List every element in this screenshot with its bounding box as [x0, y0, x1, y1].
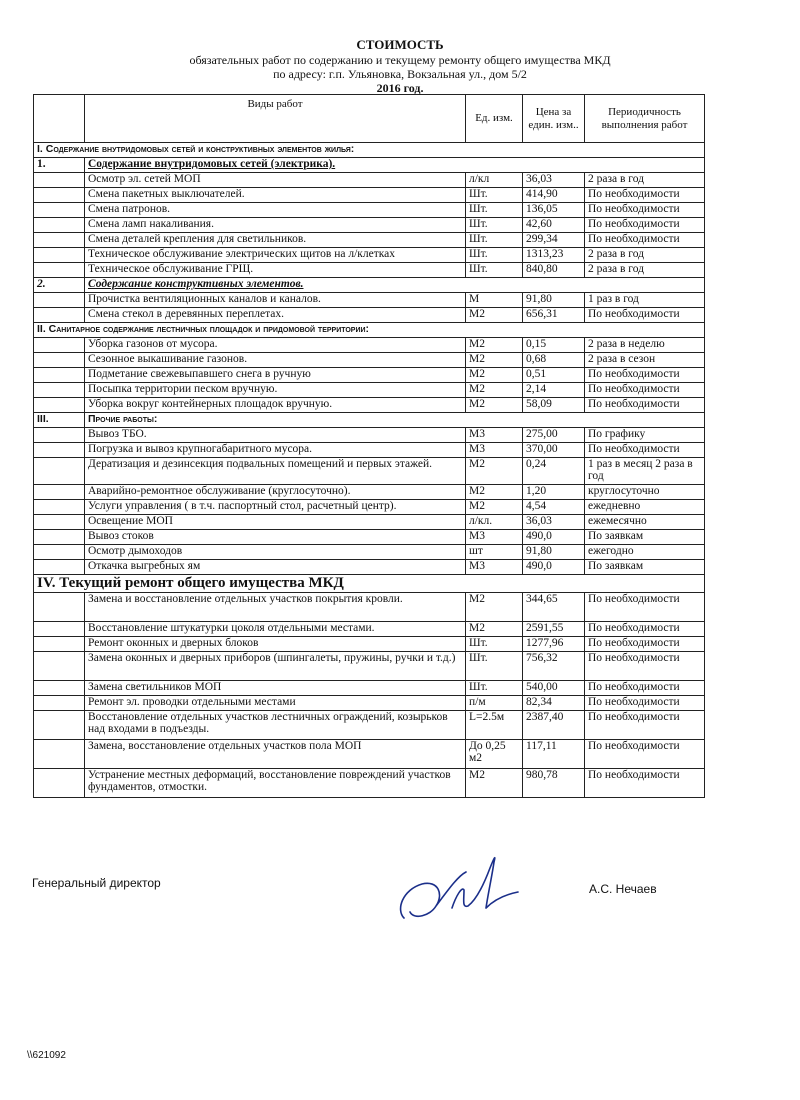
table-row: [34, 622, 705, 637]
row-price: 299,34: [523, 233, 585, 248]
row-unit: шт: [466, 545, 523, 560]
table-row: [34, 740, 705, 769]
table-row: [34, 443, 705, 458]
row-number: [34, 428, 85, 443]
table-row: [34, 233, 705, 248]
row-number: [34, 560, 85, 575]
row-work: Техническое обслуживание ГРЩ.: [85, 263, 466, 278]
row-number: [34, 711, 85, 740]
row-number: [34, 458, 85, 485]
row-work: Восстановление отдельных участков лестничных ограждений, козырьков над входами в подъезды.: [85, 711, 466, 740]
row-unit: М: [466, 293, 523, 308]
row-work: Подметание свежевыпавшего снега в ручную: [85, 368, 466, 383]
row-work: Прочистка вентиляционных каналов и каналов.: [85, 293, 466, 308]
row-price: 117,11: [523, 740, 585, 769]
row-price: 344,65: [523, 593, 585, 622]
row-number: [34, 696, 85, 711]
signatory-name: А.С. Нечаев: [589, 882, 657, 896]
row-period: По необходимости: [585, 637, 705, 652]
row-unit: М2: [466, 593, 523, 622]
row-work: Замена светильников МОП: [85, 681, 466, 696]
row-period: По необходимости: [585, 203, 705, 218]
subsection-row: [34, 278, 705, 293]
handwritten-signature-icon: [392, 850, 532, 930]
row-work: Техническое обслуживание электрических щитов на л/клетках: [85, 248, 466, 263]
row-work: Осмотр дымоходов: [85, 545, 466, 560]
col-header-unit: Ед. изм.: [466, 95, 523, 143]
table-row: [34, 530, 705, 545]
row-price: 2,14: [523, 383, 585, 398]
row-number: [34, 769, 85, 798]
table-row: [34, 637, 705, 652]
row-price: 1277,96: [523, 637, 585, 652]
row-number: [34, 515, 85, 530]
row-period: По необходимости: [585, 769, 705, 798]
table-row: [34, 458, 705, 485]
row-unit: л/кл.: [466, 515, 523, 530]
row-unit: Шт.: [466, 652, 523, 681]
group-structural: [34, 293, 705, 323]
row-unit: М2: [466, 458, 523, 485]
row-work: Смена стекол в деревянных переплетах.: [85, 308, 466, 323]
col-header-work: Виды работ: [85, 95, 466, 143]
row-unit: Шт.: [466, 681, 523, 696]
row-period: По заявкам: [585, 530, 705, 545]
row-unit: L=2.5м: [466, 711, 523, 740]
subsection-number: 2.: [34, 278, 85, 293]
row-period: По необходимости: [585, 711, 705, 740]
row-period: По необходимости: [585, 383, 705, 398]
row-number: [34, 368, 85, 383]
row-number: [34, 398, 85, 413]
row-unit: М3: [466, 530, 523, 545]
row-unit: л/кл: [466, 173, 523, 188]
section-row: [34, 575, 705, 593]
row-work: Аварийно-ремонтное обслуживание (круглосуточно).: [85, 485, 466, 500]
row-unit: М2: [466, 398, 523, 413]
group-repair: [34, 593, 705, 798]
row-unit: п/м: [466, 696, 523, 711]
table-row: [34, 263, 705, 278]
table-row: [34, 500, 705, 515]
row-price: 91,80: [523, 293, 585, 308]
row-period: По графику: [585, 428, 705, 443]
row-price: 82,34: [523, 696, 585, 711]
table-row: [34, 593, 705, 622]
section-title: IV. Текущий ремонт общего имущества МКД: [34, 575, 705, 593]
section-number: III.: [34, 413, 85, 428]
row-number: [34, 173, 85, 188]
table-row: [34, 218, 705, 233]
row-unit: Шт.: [466, 203, 523, 218]
row-price: 490,0: [523, 560, 585, 575]
col-header-num: [34, 95, 85, 143]
table-row: [34, 696, 705, 711]
row-number: [34, 740, 85, 769]
row-unit: М2: [466, 353, 523, 368]
row-price: 980,78: [523, 769, 585, 798]
row-work: Вывоз ТБО.: [85, 428, 466, 443]
row-period: По необходимости: [585, 218, 705, 233]
row-period: 2 раза в год: [585, 248, 705, 263]
row-period: По необходимости: [585, 398, 705, 413]
row-price: 4,54: [523, 500, 585, 515]
table-row: [34, 398, 705, 413]
table-row: [34, 485, 705, 500]
row-price: 36,03: [523, 173, 585, 188]
row-price: 656,31: [523, 308, 585, 323]
row-work: Услуги управления ( в т.ч. паспортный стол, расчетный центр).: [85, 500, 466, 515]
row-period: 1 раз в год: [585, 293, 705, 308]
row-work: Ремонт оконных и дверных блоков: [85, 637, 466, 652]
row-unit: До 0,25 м2: [466, 740, 523, 769]
row-price: 2591,55: [523, 622, 585, 637]
section-title: Прочие работы:: [85, 413, 705, 428]
group-sanitary: [34, 338, 705, 413]
row-price: 490,0: [523, 530, 585, 545]
row-number: [34, 500, 85, 515]
row-price: 1,20: [523, 485, 585, 500]
row-price: 0,15: [523, 338, 585, 353]
table-row: [34, 711, 705, 740]
table-row: [34, 652, 705, 681]
table-row: [34, 353, 705, 368]
row-price: 756,32: [523, 652, 585, 681]
row-price: 91,80: [523, 545, 585, 560]
subsection-number: 1.: [34, 158, 85, 173]
row-number: [34, 308, 85, 323]
row-work: Сезонное выкашивание газонов.: [85, 353, 466, 368]
row-number: [34, 652, 85, 681]
row-number: [34, 443, 85, 458]
row-number: [34, 530, 85, 545]
row-period: По необходимости: [585, 622, 705, 637]
row-number: [34, 248, 85, 263]
row-work: Замена и восстановление отдельных участков покрытия кровли.: [85, 593, 466, 622]
table-row: [34, 188, 705, 203]
row-unit: М2: [466, 485, 523, 500]
row-period: По необходимости: [585, 308, 705, 323]
document-year: 2016 год.: [376, 81, 424, 95]
row-work: Погрузка и вывоз крупногабаритного мусора.: [85, 443, 466, 458]
row-period: 2 раза в год: [585, 173, 705, 188]
subsection-title: Содержание конструктивных элементов.: [85, 278, 705, 293]
row-price: 0,24: [523, 458, 585, 485]
row-number: [34, 188, 85, 203]
row-number: [34, 338, 85, 353]
table-row: [34, 515, 705, 530]
row-work: Уборка газонов от мусора.: [85, 338, 466, 353]
row-period: По необходимости: [585, 188, 705, 203]
row-work: Дератизация и дезинсекция подвальных помещений и первых этажей.: [85, 458, 466, 485]
row-period: 2 раза в сезон: [585, 353, 705, 368]
row-price: 1313,23: [523, 248, 585, 263]
row-unit: М2: [466, 769, 523, 798]
row-unit: М2: [466, 308, 523, 323]
row-unit: Шт.: [466, 263, 523, 278]
row-period: По необходимости: [585, 696, 705, 711]
row-number: [34, 293, 85, 308]
section-title: I. Содержание внутридомовых сетей и конструктивных элементов жилья:: [34, 143, 705, 158]
row-period: По необходимости: [585, 740, 705, 769]
row-number: [34, 622, 85, 637]
row-unit: М2: [466, 383, 523, 398]
row-price: 275,00: [523, 428, 585, 443]
row-work: Смена деталей крепления для светильников.: [85, 233, 466, 248]
row-number: [34, 545, 85, 560]
row-work: Замена оконных и дверных приборов (шпингалеты, пружины, ручки и т.д.): [85, 652, 466, 681]
document-subtitle: обязательных работ по содержанию и текущему ремонту общего имущества МКД: [189, 53, 611, 67]
row-number: [34, 637, 85, 652]
row-work: Уборка вокруг контейнерных площадок вручную.: [85, 398, 466, 413]
table-row: [34, 769, 705, 798]
row-period: По необходимости: [585, 443, 705, 458]
table-row: [34, 681, 705, 696]
row-work: Смена патронов.: [85, 203, 466, 218]
cost-table: [33, 94, 705, 798]
table-row: [34, 173, 705, 188]
row-unit: Шт.: [466, 233, 523, 248]
row-price: 36,03: [523, 515, 585, 530]
row-period: По необходимости: [585, 593, 705, 622]
table-row: [34, 545, 705, 560]
row-price: 0,51: [523, 368, 585, 383]
row-period: 2 раза в год: [585, 263, 705, 278]
row-unit: М2: [466, 622, 523, 637]
row-unit: Шт.: [466, 248, 523, 263]
row-price: 414,90: [523, 188, 585, 203]
row-work: Посыпка территории песком вручную.: [85, 383, 466, 398]
table-row: [34, 368, 705, 383]
row-price: 2387,40: [523, 711, 585, 740]
row-work: Устранение местных деформаций, восстановление повреждений участков фундаментов, отмостки.: [85, 769, 466, 798]
row-work: Смена ламп накаливания.: [85, 218, 466, 233]
row-number: [34, 218, 85, 233]
row-period: круглосуточно: [585, 485, 705, 500]
row-unit: Шт.: [466, 637, 523, 652]
subsection-row: [34, 158, 705, 173]
row-unit: М2: [466, 368, 523, 383]
row-number: [34, 593, 85, 622]
row-price: 840,80: [523, 263, 585, 278]
row-work: Вывоз стоков: [85, 530, 466, 545]
row-work: Откачка выгребных ям: [85, 560, 466, 575]
row-period: 2 раза в неделю: [585, 338, 705, 353]
row-price: 58,09: [523, 398, 585, 413]
row-price: 540,00: [523, 681, 585, 696]
section-title: II. Санитарное содержание лестничных площадок и придомовой территории:: [34, 323, 705, 338]
table-row: [34, 428, 705, 443]
col-header-price: Цена за един. изм..: [523, 95, 585, 143]
table-row: [34, 248, 705, 263]
row-number: [34, 233, 85, 248]
row-unit: Шт.: [466, 188, 523, 203]
table-row: [34, 338, 705, 353]
row-period: По необходимости: [585, 233, 705, 248]
row-number: [34, 681, 85, 696]
table-row: [34, 308, 705, 323]
row-number: [34, 383, 85, 398]
row-work: Смена пакетных выключателей.: [85, 188, 466, 203]
group-electrical: [34, 173, 705, 278]
row-period: По заявкам: [585, 560, 705, 575]
row-period: По необходимости: [585, 681, 705, 696]
table-row: [34, 383, 705, 398]
row-number: [34, 263, 85, 278]
signatory-position: Генеральный директор: [32, 876, 161, 890]
document-address: по адресу: г.п. Ульяновка, Вокзальная ул., дом 5/2: [273, 67, 527, 81]
subsection-title: Содержание внутридомовых сетей (электрика).: [85, 158, 705, 173]
row-unit: М3: [466, 443, 523, 458]
document-number: \\621092: [27, 1050, 66, 1061]
table-row: [34, 293, 705, 308]
row-work: Восстановление штукатурки цоколя отдельными местами.: [85, 622, 466, 637]
table-row: [34, 203, 705, 218]
row-unit: М3: [466, 428, 523, 443]
table-header-row: [34, 95, 705, 143]
row-number: [34, 485, 85, 500]
row-period: По необходимости: [585, 652, 705, 681]
row-price: 0,68: [523, 353, 585, 368]
row-price: 42,60: [523, 218, 585, 233]
row-price: 370,00: [523, 443, 585, 458]
row-work: Ремонт эл. проводки отдельными местами: [85, 696, 466, 711]
row-period: ежемесячно: [585, 515, 705, 530]
row-period: ежедневно: [585, 500, 705, 515]
group-other: [34, 428, 705, 575]
col-header-period: Периодичность выполнения работ: [585, 95, 705, 143]
section-row: [34, 323, 705, 338]
row-price: 136,05: [523, 203, 585, 218]
row-unit: М3: [466, 560, 523, 575]
row-period: 1 раз в месяц 2 раза в год: [585, 458, 705, 485]
row-unit: Шт.: [466, 218, 523, 233]
row-period: ежегодно: [585, 545, 705, 560]
section-row: [34, 143, 705, 158]
table-row: [34, 560, 705, 575]
row-unit: М2: [466, 500, 523, 515]
section-row: [34, 413, 705, 428]
row-work: Замена, восстановление отдельных участков пола МОП: [85, 740, 466, 769]
row-number: [34, 203, 85, 218]
row-work: Осмотр эл. сетей МОП: [85, 173, 466, 188]
row-work: Освещение МОП: [85, 515, 466, 530]
row-number: [34, 353, 85, 368]
row-unit: М2: [466, 338, 523, 353]
document-title: СТОИМОСТЬ: [356, 37, 444, 52]
row-period: По необходимости: [585, 368, 705, 383]
